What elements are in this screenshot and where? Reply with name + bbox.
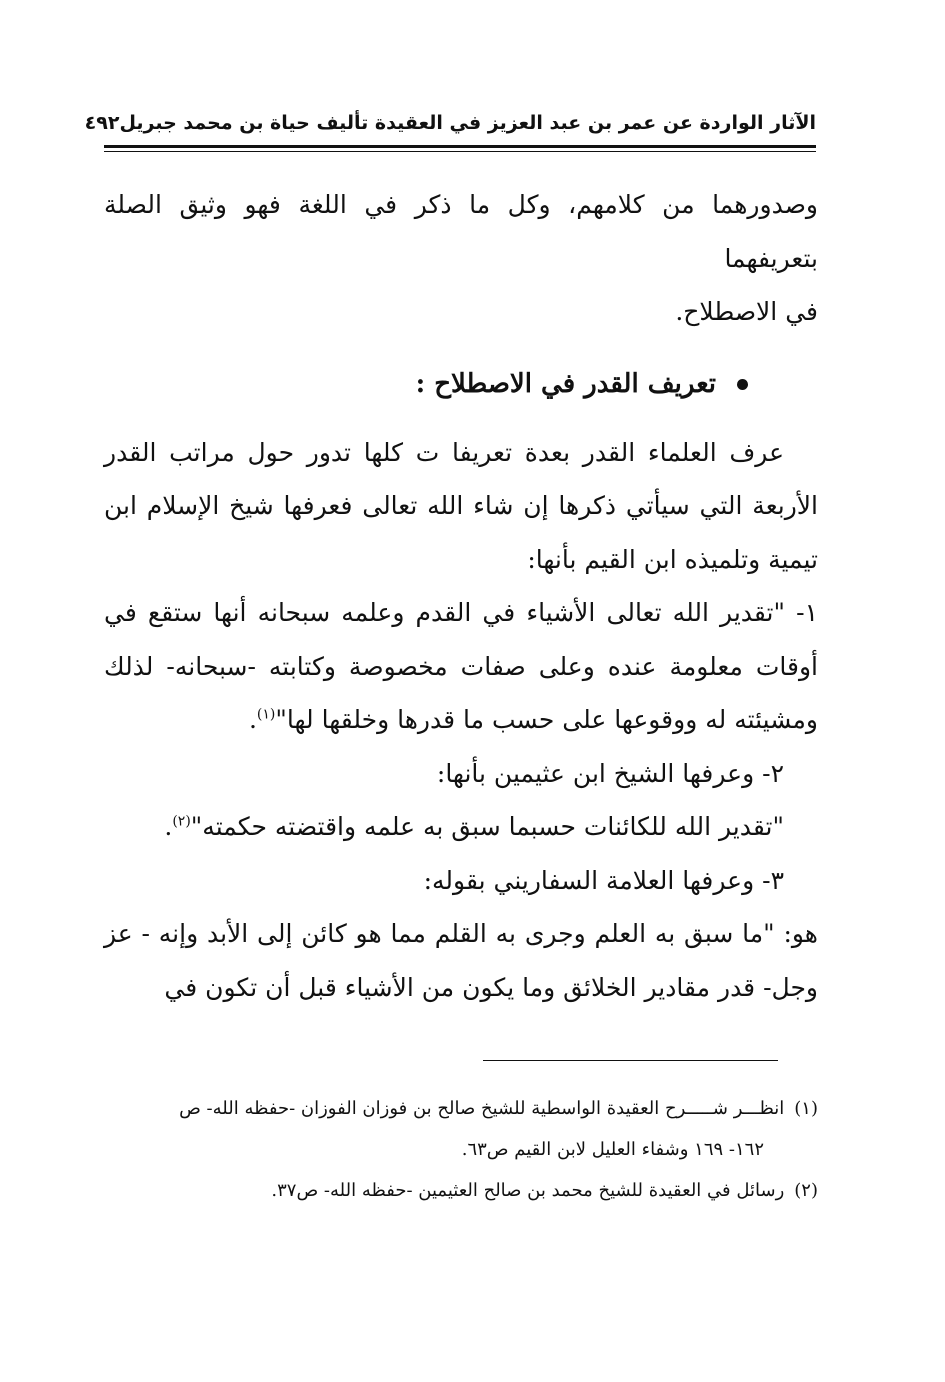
bullet-icon [737,379,748,390]
footnote-1 [104,1088,818,1129]
header-rule-thick [104,145,816,148]
footnote-2 [104,1170,818,1211]
footnote-1-continuation: ١٦٢- ١٦٩ وشفاء العليل لابن القيم ص٦٣. [461,1139,764,1160]
definition-item-3: ٣- وعرفها العلامة السفاريني بقوله: [423,865,784,895]
footnote-1-number: (١) [794,1098,818,1119]
page-number: ٤٩٢ [84,112,120,134]
definition-item-2: ٢- وعرفها الشيخ ابن عثيمين بأنها: [436,758,784,788]
definition-item-2-end: . [164,812,173,841]
intro-line-1: وصدورهما من كلامهم، وكل ما ذكر في اللغة فهو وثيق الصلة بتعريفهما [104,190,818,273]
definition-item-3-text: هو: "ما سبق به العلم وجرى به القلم مما هو كائن إلى الأبد وإنه - عز وجل- قدر مقادير الخلائق وما يكون من الأشياء قبل أن تكون في [104,919,818,1002]
footnotes [104,1088,818,1211]
definition-item-1 [104,586,818,747]
definition-paragraph: عرف العلماء القدر بعدة تعريفا ت كلها تدور حول مراتب القدر الأربعة التي سيأتي ذكرها إن شاء الله تعالى فعرفها شيخ الإسلام ابن تيمية وتلميذه ابن القيم بأنها: [104,437,818,574]
definition-item-1-text: ١- "تقدير الله تعالى الأشياء في القدم وعلمه سبحانه أنها ستقع في أوقات معلومة عنده وعلى صفات مخصوصة وكتابته -سبحانه- لذلك ومشيئته له ووقوعها على حسب ما قدرها وخلقها لها" [104,598,818,734]
header-rule-thin [104,151,816,152]
footnote-1-line-1: انظـــر شـــــرح العقيدة الواسطية للشيخ صالح بن فوزان الفوزان -حفظه الله- ص [179,1098,785,1119]
definition-item-2-quote-text: "تقدير الله للكائنات حسبما سبق به علمه واقتضته حكمته" [190,812,784,841]
footnote-ref-2[interactable]: (٢) [172,813,191,830]
intro-line-2: في الاصطلاح. [675,297,818,326]
definition-item-1-end: . [248,705,257,734]
footnote-separator [483,1060,778,1061]
footnote-ref-1[interactable]: (١) [256,706,276,723]
section-heading-text: تعريف القدر في الاصطلاح : [415,368,716,399]
footnote-2-number: (٢) [794,1180,818,1201]
header-row [84,110,816,136]
running-header [84,110,816,150]
footnote-2-text: رسائل في العقيدة للشيخ محمد بن صالح العثيمين -حفظه الله- ص٣٧. [271,1180,785,1201]
definition-item-2-quote [104,800,818,854]
section-heading [104,358,818,410]
header-title: الآثار الواردة عن عمر بن عبد العزيز في العقيدة تأليف حياة بن محمد جبريل [119,112,816,134]
main-text [104,178,818,1014]
